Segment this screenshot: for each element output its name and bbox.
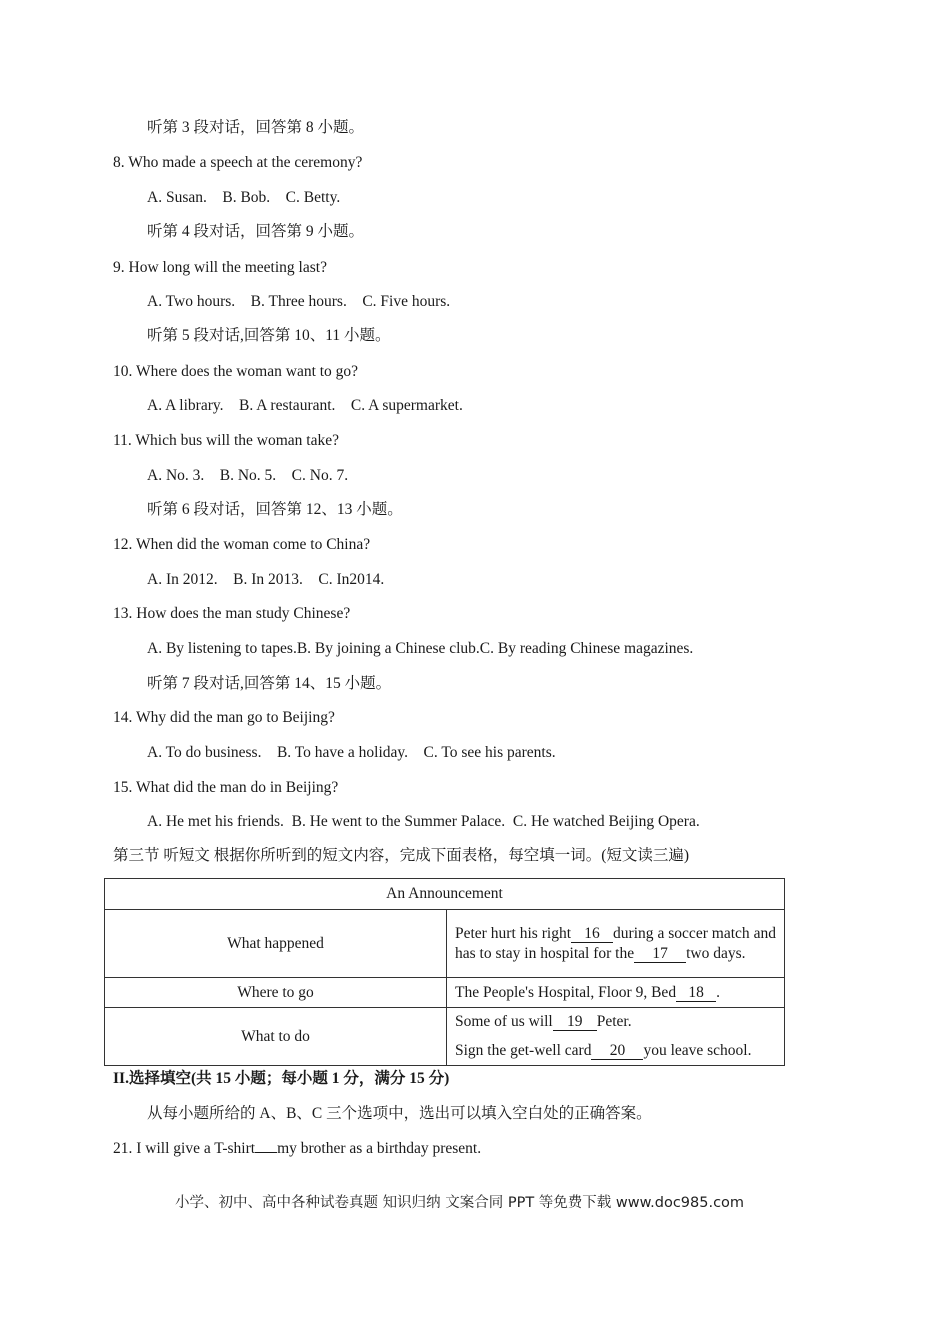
question-21-text-end: my brother as a birthday present. <box>277 1140 482 1157</box>
table-row <box>105 1008 785 1066</box>
table-title: An Announcement <box>105 879 785 910</box>
section-5-instruction: 听第 5 段对话,回答第 10、11 小题。 <box>147 327 391 344</box>
table-row <box>105 879 785 910</box>
blank-21 <box>255 1152 277 1153</box>
cell-text: during a soccer match and has to stay in hospital for the <box>455 924 776 962</box>
question-15-options: A. He met his friends. B. He went to the Summer Palace. C. He watched Beijing Opera. <box>147 813 700 830</box>
cell-text: . <box>716 983 720 1001</box>
section-6-instruction: 听第 6 段对话，回答第 12、13 小题。 <box>147 501 403 518</box>
question-13: 13. How does the man study Chinese? <box>113 605 351 622</box>
cell-text: Some of us will <box>455 1013 553 1030</box>
row-label-what-happened: What happened <box>105 910 447 978</box>
cell-text: two days. <box>686 944 746 962</box>
cell-text: you leave school. <box>643 1042 752 1059</box>
page-footer: 小学、初中、高中各种试卷真题 知识归纳 文案合同 PPT 等免费下载 www.doc985.com <box>175 1195 745 1211</box>
question-13-options: A. By listening to tapes.B. By joining a Chinese club.C. By reading Chinese magazines. <box>147 640 694 657</box>
cell-text: Peter. <box>596 1013 632 1030</box>
question-10-options: A. A library. B. A restaurant. C. A supermarket. <box>147 397 463 414</box>
question-11: 11. Which bus will the woman take? <box>113 432 339 449</box>
row-label-where-to-go: Where to go <box>105 978 447 1008</box>
question-14: 14. Why did the man go to Beijing? <box>113 709 335 726</box>
question-8: 8. Who made a speech at the ceremony? <box>113 154 363 171</box>
cell-text: The People's Hospital, Floor 9, Bed <box>455 983 677 1001</box>
cell-text: Peter hurt his right <box>455 924 572 942</box>
blank-19: 19 <box>553 1014 597 1031</box>
table-row <box>105 910 785 978</box>
blank-18: 18 <box>676 985 716 1002</box>
question-10: 10. Where does the woman want to go? <box>113 363 359 380</box>
question-11-options: A. No. 3. B. No. 5. C. No. 7. <box>147 467 349 484</box>
row-label-what-to-do: What to do <box>105 1008 447 1066</box>
question-12-options: A. In 2012. B. In 2013. C. In2014. <box>147 571 385 588</box>
row-value-what-to-do <box>447 1008 785 1066</box>
row-value-what-happened <box>447 910 785 978</box>
part-2-instruction: 从每小题所给的 A、B、C 三个选项中，选出可以填入空白处的正确答案。 <box>147 1105 652 1122</box>
section-3-instruction: 听第 3 段对话，回答第 8 小题。 <box>147 119 365 136</box>
question-21 <box>113 1139 481 1159</box>
question-9-options: A. Two hours. B. Three hours. C. Five hours. <box>147 293 451 310</box>
question-12: 12. When did the woman come to China? <box>113 536 371 553</box>
announcement-table <box>104 878 785 1066</box>
question-14-options: A. To do business. B. To have a holiday. C. To see his parents. <box>147 744 556 761</box>
blank-16: 16 <box>571 926 613 943</box>
blank-20: 20 <box>591 1043 643 1060</box>
blank-17: 17 <box>634 946 686 963</box>
section-4-instruction: 听第 4 段对话，回答第 9 小题。 <box>147 223 365 240</box>
question-15: 15. What did the man do in Beijing? <box>113 779 339 796</box>
cell-text: Sign the get-well card <box>455 1042 592 1059</box>
row-value-where-to-go <box>447 978 785 1008</box>
question-8-options: A. Susan. B. Bob. C. Betty. <box>147 189 341 206</box>
part-2-heading: II.选择填空(共 15 小题；每小题 1 分，满分 15 分) <box>113 1070 450 1087</box>
part-3-heading: 第三节 听短文 根据你所听到的短文内容，完成下面表格，每空填一词。(短文读三遍) <box>113 847 690 864</box>
section-7-instruction: 听第 7 段对话,回答第 14、15 小题。 <box>147 675 392 692</box>
question-21-text: 21. I will give a T-shirt <box>113 1140 256 1157</box>
table-row <box>105 978 785 1008</box>
question-9: 9. How long will the meeting last? <box>113 259 327 276</box>
